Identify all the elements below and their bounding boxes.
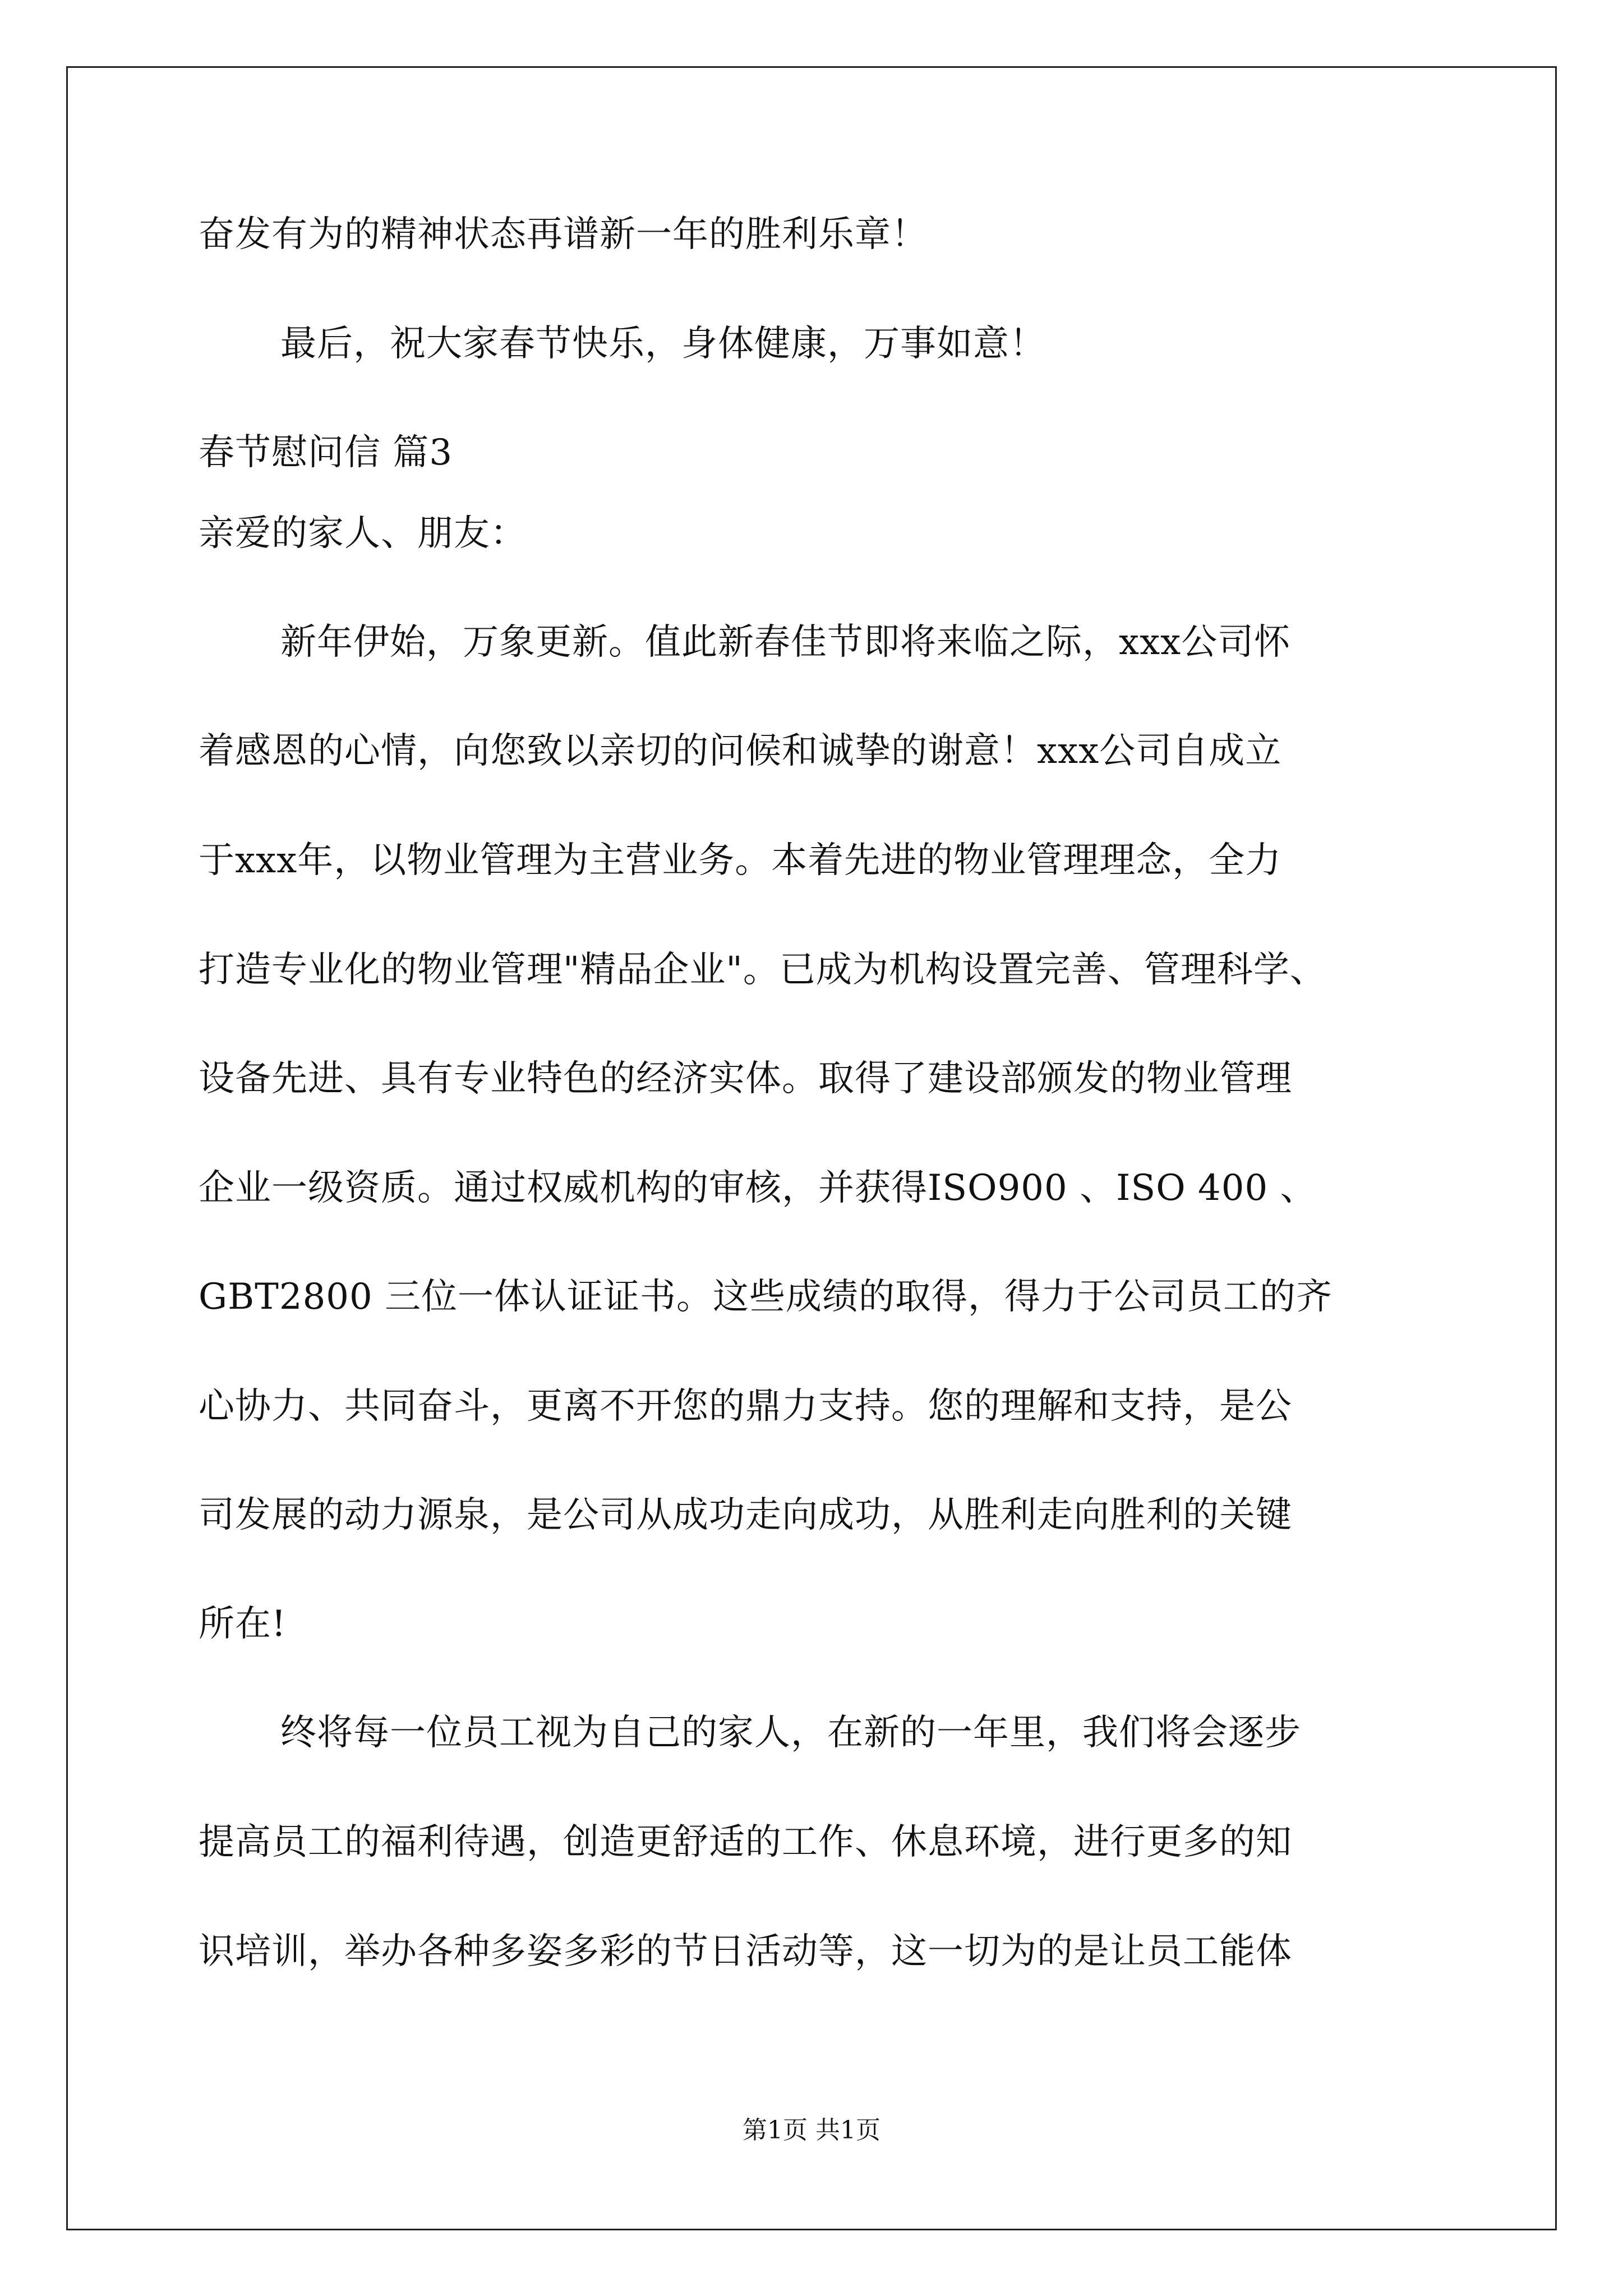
text-line: 企业一级资质。通过权威机构的审核，并获得ISO900 、ISO 400 、 (199, 1167, 1317, 1209)
text-line: 识培训，举办各种多姿多彩的节日活动等，这一切为的是让员工能体 (199, 1931, 1292, 1972)
text-line: 打造专业化的物业管理"精品企业"。已成为机构设置完善、管理科学、 (199, 949, 1326, 991)
text-line: 司发展的动力源泉，是公司从成功走向成功，从胜利走向胜利的关键 (199, 1494, 1292, 1536)
text-line: 终将每一位员工视为自己的家人，在新的一年里，我们将会逐步 (280, 1712, 1301, 1754)
text-line: 设备先进、具有专业特色的经济实体。取得了建设部颁发的物业管理 (199, 1058, 1292, 1099)
text-line: GBT2800 三位一体认证证书。这些成绩的取得，得力于公司员工的齐 (199, 1276, 1333, 1318)
text-line: 着感恩的心情，向您致以亲切的问候和诚挚的谢意！xxx公司自成立 (199, 730, 1282, 772)
text-line: 提高员工的福利待遇，创造更舒适的工作、休息环境，进行更多的知 (199, 1821, 1292, 1863)
section-heading: 春节慰问信 篇3 (199, 432, 453, 473)
page-frame (66, 66, 1557, 2230)
text-line: 所在! (199, 1603, 287, 1645)
text-line: 新年伊始，万象更新。值此新春佳节即将来临之际，xxx公司怀 (280, 622, 1291, 663)
salutation: 亲爱的家人、朋友： (199, 513, 527, 554)
text-line: 于xxx年，以物业管理为主营业务。本着先进的物业管理理念，全力 (199, 840, 1282, 881)
text-line: 最后，祝大家春节快乐，身体健康，万事如意！ (280, 323, 1046, 365)
text-line: 心协力、共同奋斗，更离不开您的鼎力支持。您的理解和支持，是公 (199, 1386, 1292, 1427)
text-line: 奋发有为的精神状态再谱新一年的胜利乐章！ (199, 214, 928, 255)
page-number-footer: 第1页 共1页 (743, 2116, 880, 2145)
